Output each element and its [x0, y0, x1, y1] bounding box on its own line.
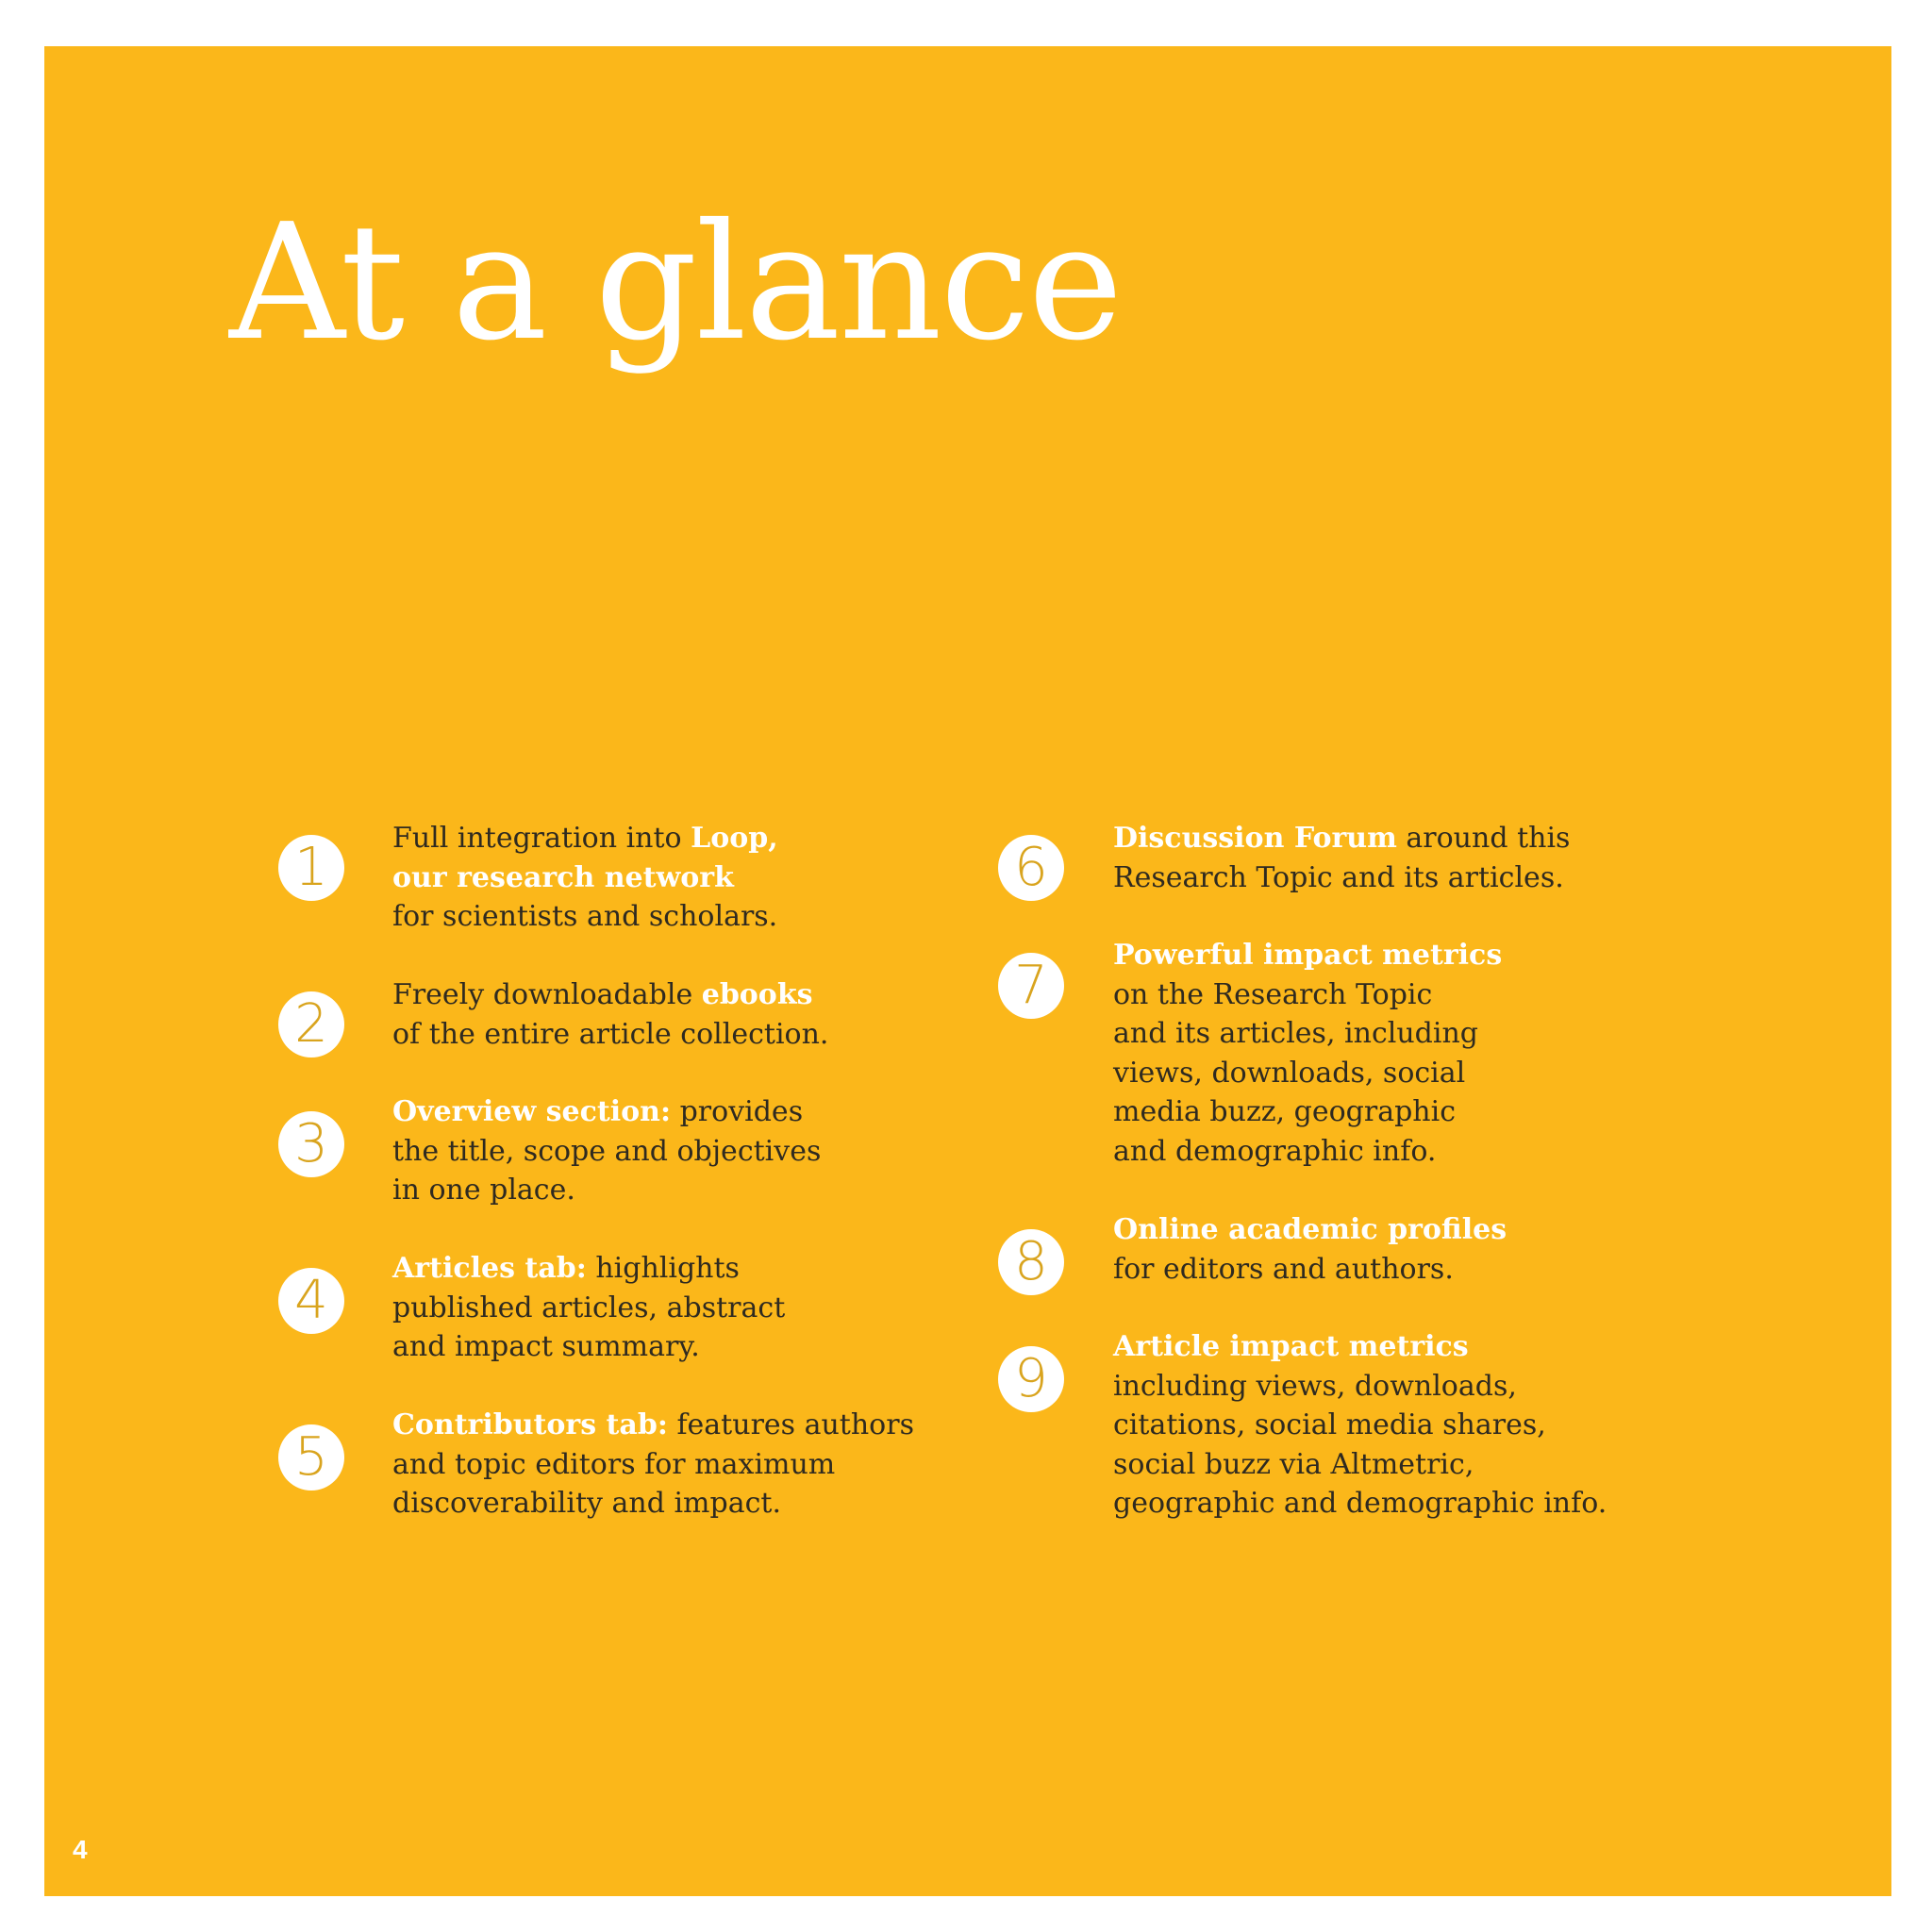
body-text: on the Research Topic [1113, 977, 1433, 1011]
body-text: of the entire article collection. [392, 1017, 829, 1051]
description-line [392, 1249, 785, 1289]
item-description [392, 975, 828, 1054]
page-number: 4 [73, 1835, 88, 1864]
body-text: discoverability and impact. [392, 1487, 781, 1520]
description-line [1113, 1406, 1607, 1445]
highlighted-text: Articles tab: [392, 1252, 587, 1285]
highlighted-text: Discussion Forum [1113, 822, 1397, 855]
description-line [392, 1171, 821, 1210]
description-line [1113, 1054, 1502, 1093]
item-description [392, 1092, 821, 1210]
body-text: features authors [667, 1408, 914, 1441]
item-number-badge: 3 [278, 1111, 344, 1177]
body-text: for editors and authors. [1113, 1252, 1454, 1286]
item-number-badge: 6 [998, 835, 1064, 901]
item-number-badge: 9 [998, 1346, 1064, 1412]
highlighted-text: Loop, [691, 822, 778, 855]
description-line [1113, 1210, 1507, 1250]
highlighted-text: ebooks [701, 978, 813, 1011]
item-description [1113, 1327, 1607, 1524]
body-text: views, downloads, social [1113, 1056, 1466, 1090]
body-text: and its articles, including [1113, 1017, 1478, 1050]
body-text: published articles, abstract [392, 1291, 786, 1324]
description-line [1113, 936, 1502, 975]
description-line [1113, 1445, 1607, 1485]
body-text: Freely downloadable [392, 978, 702, 1011]
item-number-badge: 7 [998, 953, 1064, 1019]
description-line [392, 1092, 821, 1132]
item-description [1113, 936, 1502, 1171]
description-line [392, 1132, 821, 1172]
item-number-badge: 8 [998, 1229, 1064, 1295]
description-line [392, 1289, 785, 1328]
body-text: including views, downloads, [1113, 1369, 1517, 1403]
item-description [392, 1249, 785, 1367]
item-number-badge: 5 [278, 1424, 344, 1491]
body-text: social buzz via Altmetric, [1113, 1447, 1474, 1481]
body-text: citations, social media shares, [1113, 1408, 1546, 1441]
description-line [392, 819, 778, 858]
body-text: geographic and demographic info. [1113, 1487, 1607, 1520]
description-line [1113, 858, 1570, 898]
item-description [1113, 819, 1570, 897]
highlighted-text: our research network [392, 860, 734, 894]
body-text: and topic editors for maximum [392, 1447, 836, 1481]
body-text: the title, scope and objectives [392, 1134, 822, 1168]
description-line [392, 858, 778, 898]
description-line [392, 897, 778, 937]
body-text: for scientists and scholars. [392, 900, 778, 933]
highlighted-text: Contributors tab: [392, 1408, 668, 1441]
description-line [392, 1015, 828, 1055]
description-line [392, 1327, 785, 1367]
body-text: around this [1396, 822, 1571, 855]
item-description [392, 1406, 914, 1524]
description-line [392, 975, 828, 1015]
description-line [1113, 1132, 1502, 1172]
highlighted-text: Article impact metrics [1113, 1330, 1469, 1363]
body-text: in one place. [392, 1174, 575, 1207]
description-line [1113, 1367, 1607, 1407]
description-line [392, 1445, 914, 1485]
body-text: and demographic info. [1113, 1134, 1437, 1168]
description-line [1113, 1014, 1502, 1054]
item-description [392, 819, 778, 937]
description-line [392, 1406, 914, 1445]
description-line [1113, 1250, 1507, 1290]
body-text: provides [671, 1095, 804, 1128]
description-line [1113, 975, 1502, 1015]
body-text: media buzz, geographic [1113, 1095, 1457, 1128]
description-line [1113, 819, 1570, 858]
item-number-badge: 2 [278, 991, 344, 1058]
body-text: Full integration into [392, 822, 691, 855]
body-text: highlights [586, 1252, 740, 1285]
highlighted-text: Online academic profiles [1113, 1213, 1507, 1246]
body-text: Research Topic and its articles. [1113, 860, 1564, 894]
item-description [1113, 1210, 1507, 1289]
body-text: and impact summary. [392, 1330, 700, 1363]
highlighted-text: Overview section: [392, 1095, 672, 1128]
description-line [1113, 1484, 1607, 1524]
description-line [392, 1484, 914, 1524]
item-number-badge: 1 [278, 835, 344, 901]
highlighted-text: Powerful impact metrics [1113, 939, 1503, 972]
description-line [1113, 1092, 1502, 1132]
description-line [1113, 1327, 1607, 1367]
item-number-badge: 4 [278, 1268, 344, 1334]
page-title: At a glance [229, 190, 1122, 376]
